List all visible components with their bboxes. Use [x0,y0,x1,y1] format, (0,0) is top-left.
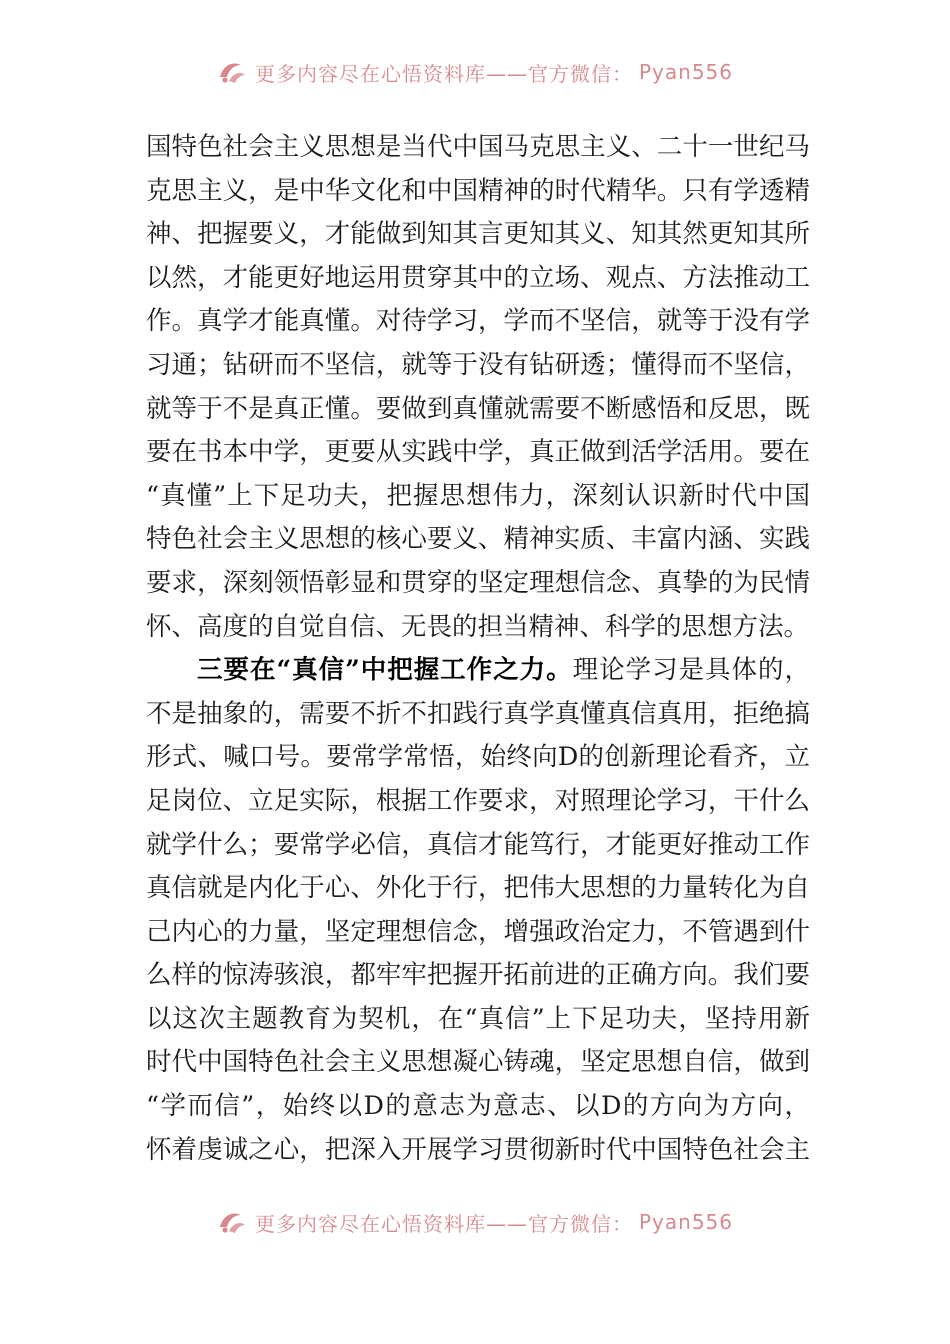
paragraph-1 [146,126,810,649]
text-line: 以然，才能更好地运用贯穿其中的立场、观点、方法推动工 [146,262,810,293]
text-line: 习通；钻研而不坚信，就等于没有钻研透；懂得而不坚信， [146,349,810,380]
text-line: 己内心的力量，坚定理想信念，增强政治定力，不管遇到什 [146,916,810,947]
text-line: 作。真学才能真懂。对待学习，学而不坚信，就等于没有学 [146,306,810,337]
text-line: 神、把握要义，才能做到知其言更知其义、知其然更知其所 [146,219,810,250]
logo-icon [217,59,247,85]
text-line: 就学什么；要常学必信，真信才能笃行，才能更好推动工作 [146,829,810,860]
text-line: 形式、喊口号。要常学常悟，始终向D的创新理论看齐，立 [146,742,810,773]
text-run: 理论学习是具体的， [572,655,810,686]
paragraph-2-first-line [146,649,810,693]
text-line: 要求，深刻领悟彰显和贯穿的坚定理想信念、真挚的为民情 [146,567,810,598]
text-line: 么样的惊涛骇浪，都牢牢把握开拓前进的正确方向。我们要 [146,960,810,991]
document-body [146,126,810,1172]
logo-icon [217,1209,247,1235]
text-line: 真信就是内化于心、外化于行，把伟大思想的力量转化为自 [146,873,810,904]
text-line: 以这次主题教育为契机，在“真信”上下足功夫，坚持用新 [146,1003,810,1034]
header-banner-text: 更多内容尽在心悟资料库——官方微信： [254,61,633,86]
footer-banner-code: Pyan556 [638,1210,733,1234]
footer-banner [0,1208,950,1236]
text-line: 特色社会主义思想的核心要义、精神实质、丰富内涵、实践 [146,524,810,555]
text-line: 就等于不是真正懂。要做到真懂就需要不断感悟和反思，既 [146,393,810,424]
text-line: 不是抽象的，需要不折不扣践行真学真懂真信真用，拒绝搞 [146,698,810,729]
text-line: 足岗位、立足实际，根据工作要求，对照理论学习，干什么 [146,785,810,816]
text-line: 国特色社会主义思想是当代中国马克思主义、二十一世纪马 [146,132,810,162]
paragraph-2 [146,649,810,1172]
text-line: 时代中国特色社会主义思想凝心铸魂，坚定思想自信，做到 [146,1047,810,1078]
footer-banner-text: 更多内容尽在心悟资料库——官方微信： [254,1211,633,1236]
text-line: 克思主义，是中华文化和中国精神的时代精华。只有学透精 [146,175,810,206]
header-banner [0,58,950,86]
text-line: 要在书本中学，更要从实践中学，真正做到活学活用。要在 [146,437,810,468]
text-line: “学而信”，始终以D的意志为意志、以D的方向为方向， [146,1091,810,1122]
text-line: 怀、高度的自觉自信、无畏的担当精神、科学的思想方法。 [146,611,810,642]
section-heading: 三要在“真信”中把握工作之力。 [197,655,573,686]
header-banner-code: Pyan556 [638,60,733,84]
text-line: “真懂”上下足功夫，把握思想伟力，深刻认识新时代中国 [146,480,810,511]
text-line: 怀着虔诚之心，把深入开展学习贯彻新时代中国特色社会主 [146,1134,810,1165]
